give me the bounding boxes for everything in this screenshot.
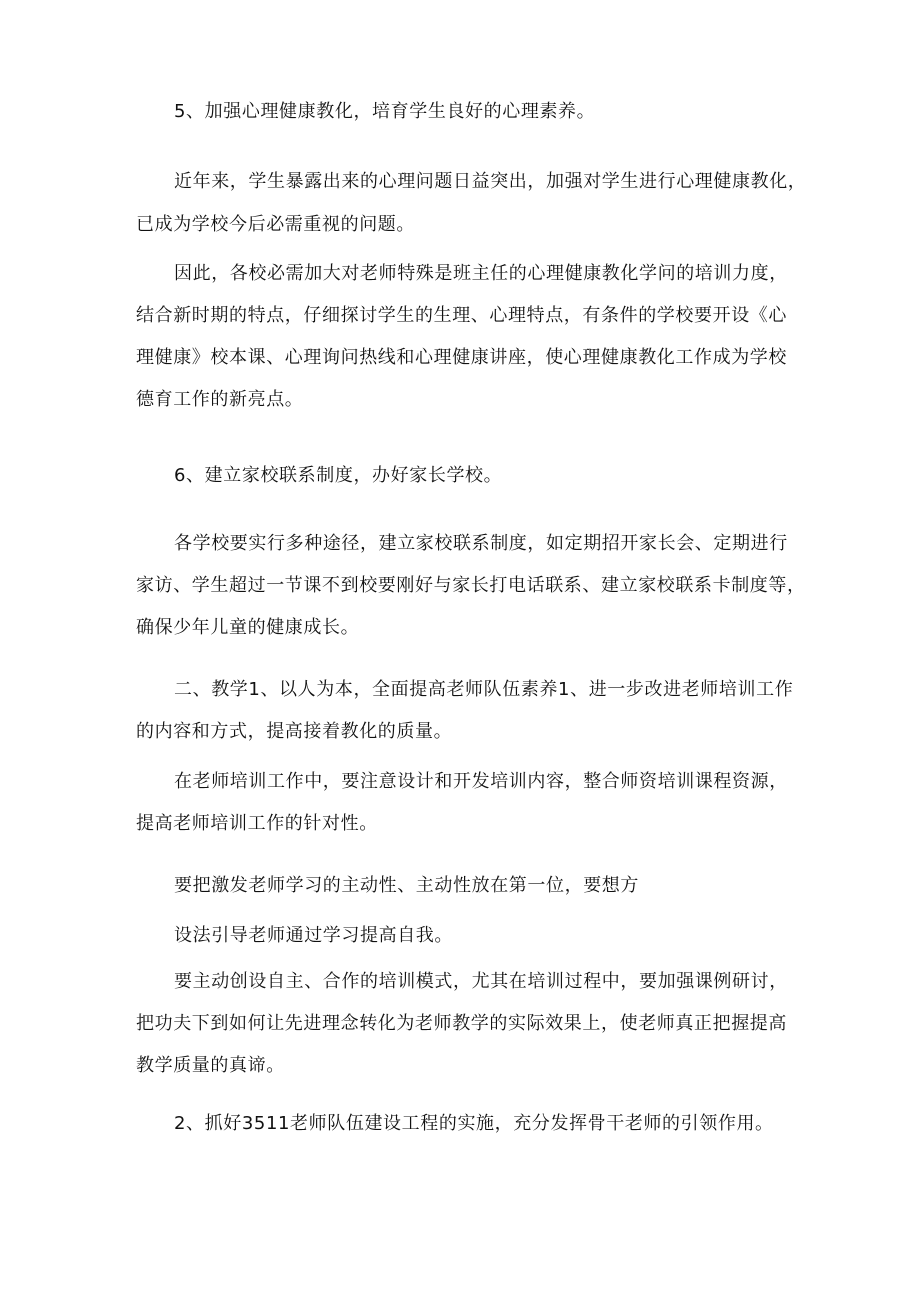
paragraph-line: 提高老师培训工作的针对性。 xyxy=(136,813,378,834)
paragraph-line: 家访、学生超过一节课不到校要刚好与家长打电话联系、建立家校联系卡制度等， xyxy=(136,575,806,596)
paragraph-line: 的内容和方式，提高接着教化的质量。 xyxy=(136,721,453,742)
heading-item-5: 5、加强心理健康教化，培育学生良好的心理素养。 xyxy=(174,101,596,122)
heading-item-6: 6、建立家校联系制度，办好家长学校。 xyxy=(174,465,503,486)
paragraph-line: 把功夫下到如何让先进理念转化为老师教学的实际效果上，使老师真正把握提高 xyxy=(136,1013,787,1034)
paragraph-line: 要把激发老师学习的主动性、主动性放在第一位，要想方 xyxy=(174,875,639,896)
paragraph-line: 设法引导老师通过学习提高自我。 xyxy=(174,925,453,946)
paragraph-line: 近年来，学生暴露出来的心理问题日益突出，加强对学生进行心理健康教化， xyxy=(174,171,807,192)
paragraph-line: 各学校要实行多种途径，建立家校联系制度，如定期招开家长会、定期进行 xyxy=(174,533,788,554)
section-heading-teaching: 二、教学1、以人为本，全面提高老师队伍素养1、进一步改进老师培训工作 xyxy=(174,679,794,700)
paragraph-line: 已成为学校今后必需重视的问题。 xyxy=(136,214,415,235)
paragraph-line: 教学质量的真谛。 xyxy=(136,1055,285,1076)
heading-item-2: 2、抓好3511老师队伍建设工程的实施，充分发挥骨干老师的引领作用。 xyxy=(174,1113,774,1134)
paragraph-line: 结合新时期的特点，仔细探讨学生的生理、心理特点，有条件的学校要开设《心 xyxy=(136,305,787,326)
paragraph-line: 理健康》校本课、心理询问热线和心理健康讲座，使心理健康教化工作成为学校 xyxy=(136,347,787,368)
paragraph-line: 德育工作的新亮点。 xyxy=(136,389,304,410)
paragraph-line: 因此，各校必需加大对老师特殊是班主任的心理健康教化学问的培训力度， xyxy=(174,263,788,284)
paragraph-line: 在老师培训工作中，要注意设计和开发培训内容，整合师资培训课程资源， xyxy=(174,771,788,792)
paragraph-line: 确保少年儿童的健康成长。 xyxy=(136,617,360,638)
paragraph-line: 要主动创设自主、合作的培训模式，尤其在培训过程中，要加强课例研讨， xyxy=(174,971,788,992)
